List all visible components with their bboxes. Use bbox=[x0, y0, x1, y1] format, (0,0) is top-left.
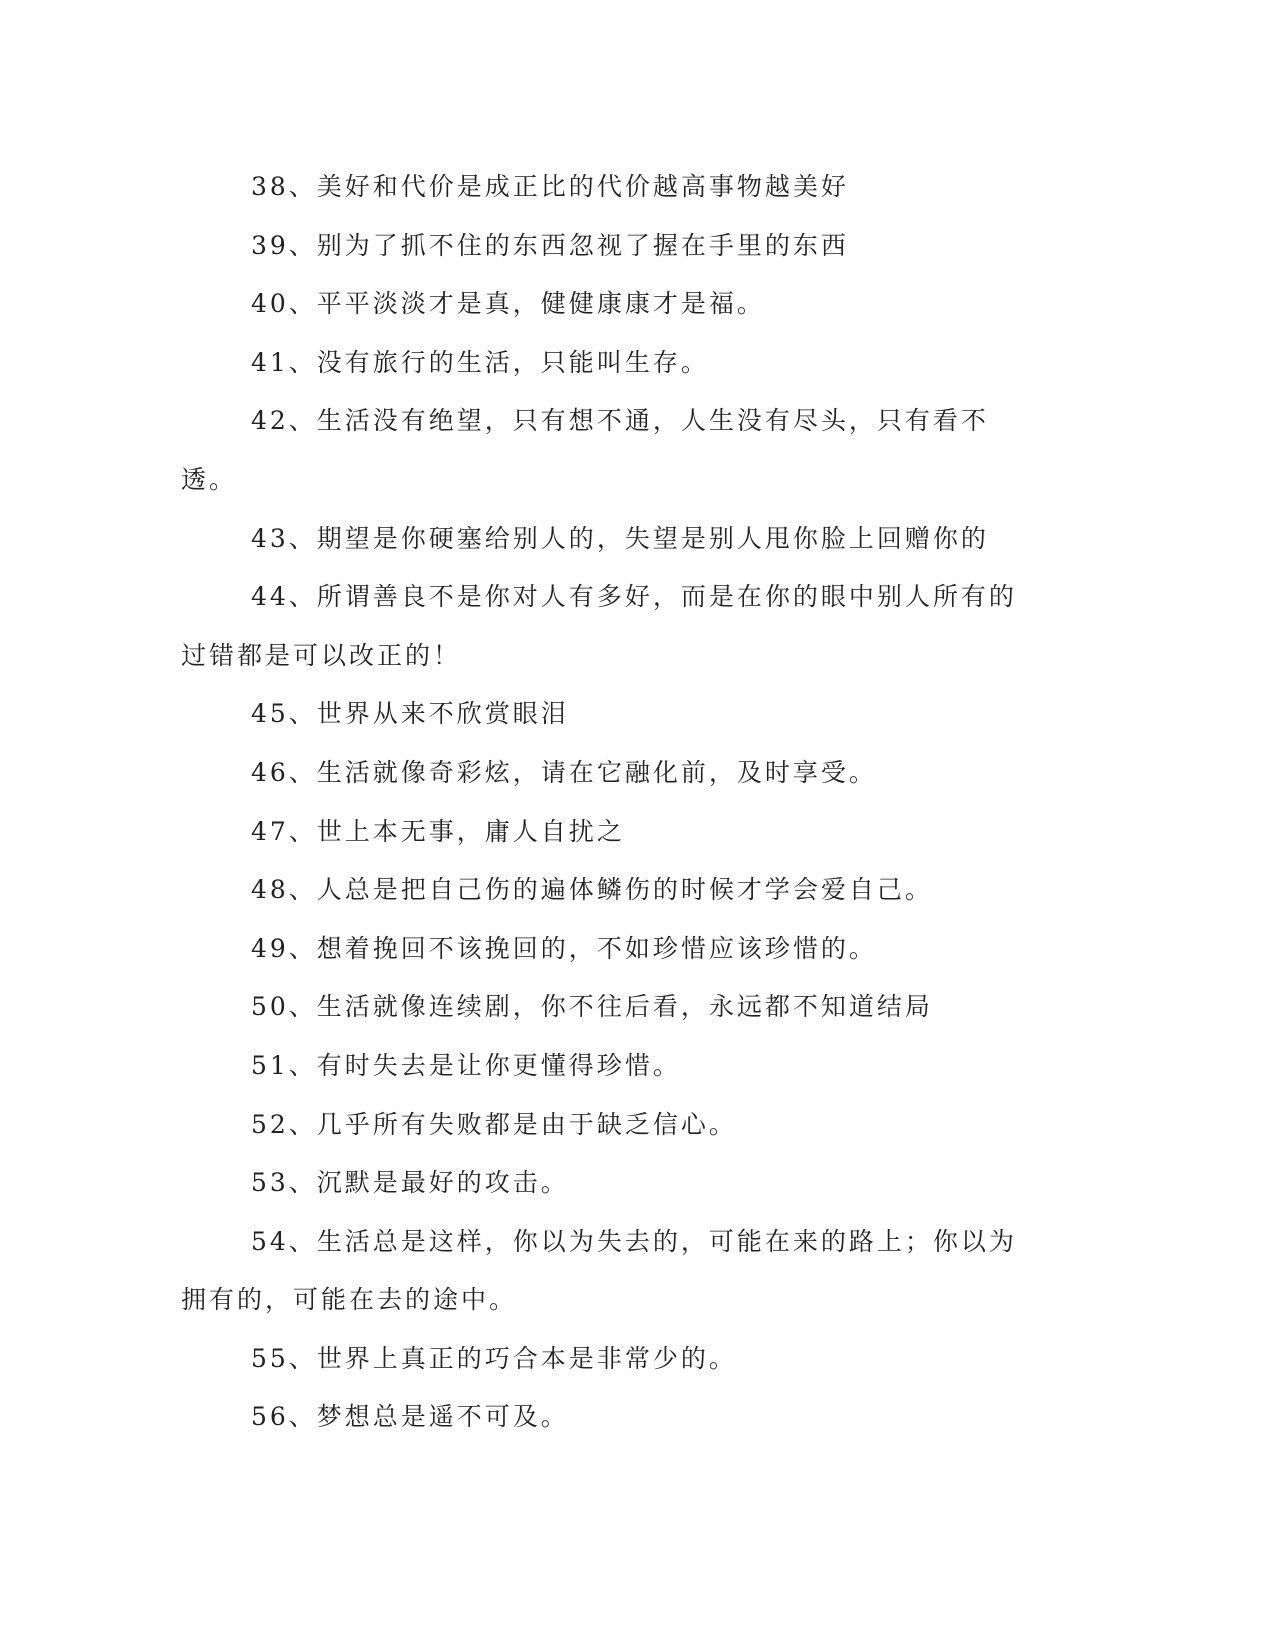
paragraph-40: 40、平平淡淡才是真，健健康康才是福。 bbox=[251, 289, 765, 319]
paragraph-42: 42、生活没有绝望，只有想不通，人生没有尽头，只有看不透。 bbox=[181, 406, 989, 494]
paragraph-49: 49、想着挽回不该挽回的，不如珍惜应该珍惜的。 bbox=[251, 933, 877, 963]
paragraph-43: 43、期望是你硬塞给别人的，失望是别人甩你脸上回赠你的 bbox=[251, 523, 989, 553]
paragraph-39: 39、别为了抓不住的东西忽视了握在手里的东西 bbox=[251, 230, 849, 260]
paragraph-55: 55、世界上真正的巧合本是非常少的。 bbox=[251, 1343, 737, 1373]
paragraph-56: 56、梦想总是遥不可及。 bbox=[251, 1402, 569, 1432]
paragraph-46: 46、生活就像奇彩炫，请在它融化前，及时享受。 bbox=[251, 757, 877, 787]
paragraph-48: 48、人总是把自己伤的遍体鳞伤的时候才学会爱自己。 bbox=[251, 875, 933, 905]
paragraph-41: 41、没有旅行的生活，只能叫生存。 bbox=[251, 347, 709, 377]
paragraph-51: 51、有时失去是让你更懂得珍惜。 bbox=[251, 1050, 681, 1080]
paragraph-44: 44、所谓善良不是你对人有多好，而是在你的眼中别人所有的过错都是可以改正的！ bbox=[181, 582, 1017, 670]
paragraph-50: 50、生活就像连续剧，你不往后看，永远都不知道结局 bbox=[251, 992, 933, 1022]
paragraph-52: 52、几乎所有失败都是由于缺乏信心。 bbox=[251, 1109, 737, 1139]
paragraph-54: 54、生活总是这样，你以为失去的，可能在来的路上；你以为拥有的，可能在去的途中。 bbox=[181, 1226, 1017, 1315]
paragraph-53: 53、沉默是最好的攻击。 bbox=[251, 1168, 569, 1198]
paragraph-38: 38、美好和代价是成正比的代价越高事物越美好 bbox=[251, 172, 849, 201]
paragraph-45: 45、世界从来不欣赏眼泪 bbox=[251, 699, 569, 729]
paragraph-47: 47、世上本无事，庸人自扰之 bbox=[251, 816, 625, 846]
document-body bbox=[181, 158, 1036, 1447]
